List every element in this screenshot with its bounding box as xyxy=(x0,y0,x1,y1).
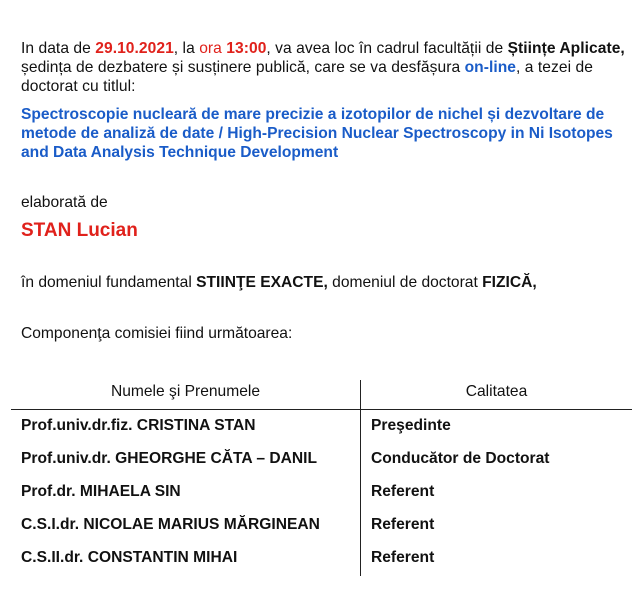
defense-time: 13:00 xyxy=(226,40,267,57)
member-role: Preşedinte xyxy=(371,417,451,434)
header-role: Calitatea xyxy=(465,383,528,400)
member-name: Prof.dr. MIHAELA SIN xyxy=(21,483,181,500)
faculty-name: Științe Aplicate, xyxy=(507,40,625,57)
member-role: Referent xyxy=(371,516,435,533)
domain-line: în domeniul fundamental STIINŢE EXACTE, domeniul de doctorat FIZICĂ, xyxy=(21,274,537,291)
table-row xyxy=(11,476,632,509)
member-role: Conducător de Doctorat xyxy=(371,450,550,467)
defense-date: 29.10.2021 xyxy=(95,40,174,57)
committee-intro: Componenţa comisiei fiind următoarea: xyxy=(21,325,293,342)
intro-prefix: In data de xyxy=(21,40,96,57)
member-name: C.S.II.dr. CONSTANTIN MIHAI xyxy=(21,549,238,566)
thesis-title: Spectroscopie nucleară de mare precizie a izotopilor de nichel și dezvoltare de metode de analiză de date / High-Precision Nuclear Spectroscopy in Ni Isotopes and Data Analysis Technique Development xyxy=(21,106,613,161)
table-row xyxy=(11,542,632,575)
table-row xyxy=(11,443,632,476)
fundamental-field: STIINŢE EXACTE, xyxy=(196,274,328,291)
intro-connector: , la xyxy=(173,40,200,57)
committee-table xyxy=(11,380,632,576)
member-role: Referent xyxy=(371,483,435,500)
doctoral-field: FIZICĂ, xyxy=(482,274,537,291)
intro-suffix: , a tezei de doctorat cu titlul: xyxy=(21,59,593,95)
member-name: Prof.univ.dr.fiz. CRISTINA STAN xyxy=(21,417,256,434)
table-row xyxy=(11,509,632,542)
intro-continuation: ședința de dezbatere și susținere publică, care se va desfășura xyxy=(21,59,465,76)
header-name: Numele şi Prenumele xyxy=(110,383,261,400)
time-label: ora xyxy=(199,40,222,57)
defense-mode: on-line xyxy=(464,59,517,76)
intro-paragraph xyxy=(21,39,633,96)
author-name: STAN Lucian xyxy=(21,220,138,241)
member-name: C.S.I.dr. NICOLAE MARIUS MĂRGINEAN xyxy=(21,516,320,533)
intro-mid: , va avea loc în cadrul facultății de xyxy=(266,40,508,57)
table-row xyxy=(11,410,632,443)
member-name: Prof.univ.dr. GHEORGHE CĂTA – DANIL xyxy=(21,450,318,467)
member-role: Referent xyxy=(371,549,435,566)
by-label: elaborată de xyxy=(21,194,108,211)
